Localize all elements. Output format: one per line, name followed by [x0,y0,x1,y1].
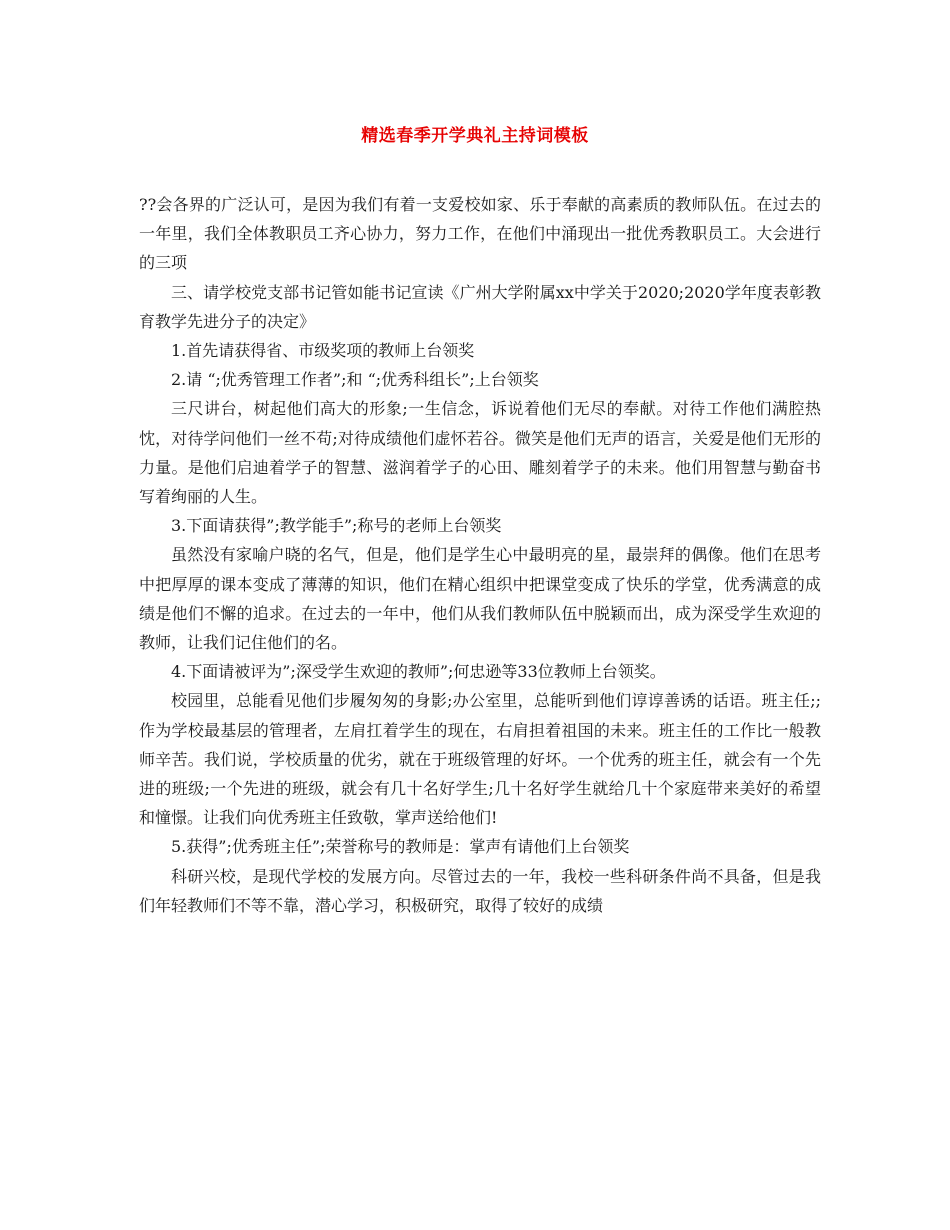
paragraph-1: ??会各界的广泛认可，是因为我们有着一支爱校如家、乐于奉献的高素质的教师队伍。在过去的一年里，我们全体教职员工齐心协力，努力工作，在他们中涌现出一批优秀教职员工。大会进行的三项 [139,195,821,273]
paragraph-9: 校园里，总能看见他们步履匆匆的身影;办公室里，总能听到他们谆谆善诱的话语。班主任;;作为学校最基层的管理者，左肩扛着学生的现在，右肩担着祖国的未来。班主任的工作比一般教师辛苦。我们说，学校质量的优劣，就在于班级管理的好坏。一个优秀的班主任，就会有一个先进的班级;一个先进的班级，就会有几十名好学生;几十名好学生就给几十个家庭带来美好的希望和憧憬。让我们向优秀班主任致敬，掌声送给他们! [139,691,821,828]
paragraph-6: 3.下面请获得”;教学能手”;称号的老师上台领奖 [171,516,502,536]
paragraph-4: 2.请 “;优秀管理工作者”;和 “;优秀科组长”;上台领奖 [171,370,539,390]
paragraph-3: 1.首先请获得省、市级奖项的教师上台领奖 [171,341,475,361]
paragraph-8: 4.下面请被评为”;深受学生欢迎的教师”;何忠逊等33位教师上台领奖。 [171,662,666,682]
paragraph-11: 科研兴校，是现代学校的发展方向。尽管过去的一年，我校一些科研条件尚不具备，但是我们年轻教师们不等不靠，潜心学习，积极研究，取得了较好的成绩 [139,866,821,915]
paragraph-10: 5.获得”;优秀班主任”;荣誉称号的教师是：掌声有请他们上台领奖 [171,837,630,857]
paragraph-2: 三、请学校党支部书记管如能书记宣读《广州大学附属xx中学关于2020;2020学年度表彰教育教学先进分子的决定》 [139,282,821,331]
paragraph-7: 虽然没有家喻户晓的名气，但是，他们是学生心中最明亮的星，最崇拜的偶像。他们在思考中把厚厚的课本变成了薄薄的知识，他们在精心组织中把课堂变成了快乐的学堂，优秀满意的成绩是他们不懈的追求。在过去的一年中，他们从我们教师队伍中脱颖而出，成为深受学生欢迎的教师，让我们记住他们的名。 [139,545,821,653]
document-title: 精选春季开学典礼主持词模板 [361,126,589,146]
document-body [139,190,821,920]
paragraph-5: 三尺讲台，树起他们高大的形象;一生信念，诉说着他们无尽的奉献。对待工作他们满腔热忱，对待学问他们一丝不苟;对待成绩他们虚怀若谷。微笑是他们无声的语言，关爱是他们无形的力量。是他们启迪着学子的智慧、滋润着学子的心田、雕刻着学子的未来。他们用智慧与勤奋书写着绚丽的人生。 [139,399,821,507]
